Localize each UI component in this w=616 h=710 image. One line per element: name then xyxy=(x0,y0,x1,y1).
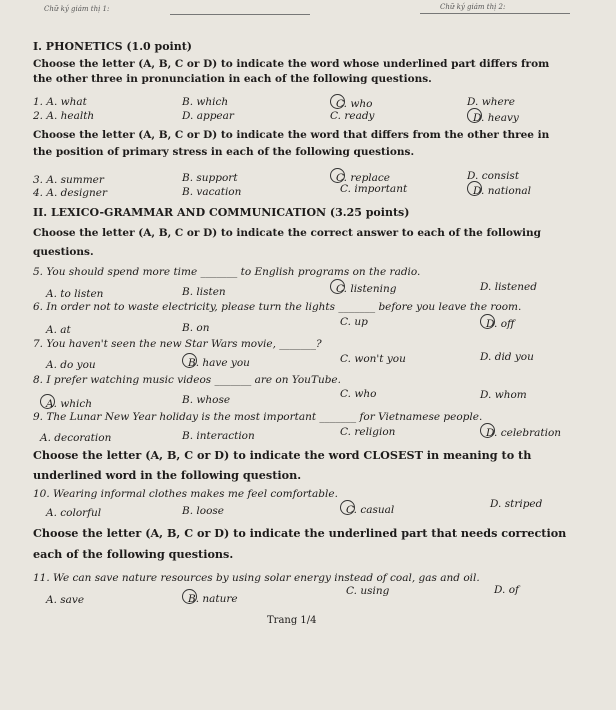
option-a: A. do you xyxy=(46,359,96,371)
option-c: C. ready xyxy=(330,110,375,122)
option-b: B. support xyxy=(182,172,238,184)
option-d: D. heavy xyxy=(467,108,519,124)
option-a: A. save xyxy=(46,594,85,606)
option-d: D. did you xyxy=(480,351,534,363)
instruction-text: underlined word in the following question. xyxy=(33,468,302,482)
option-a: A. colorful xyxy=(46,507,102,519)
option-d: D. of xyxy=(494,584,519,596)
signature-line-2 xyxy=(420,13,570,14)
option-c: C. using xyxy=(346,585,390,597)
option-c: C. casual xyxy=(340,500,394,516)
question-stem: 6. In order not to waste electricity, please turn the lights _______ before you leave the room. xyxy=(33,301,522,313)
option-b: B. interaction xyxy=(182,430,255,442)
signature-label-2: Chữ ký giám thị 2: xyxy=(440,3,506,11)
instruction-text: Choose the letter (A, B, C or D) to indicate the underlined part that needs correction xyxy=(33,526,567,540)
option-d: D. where xyxy=(467,96,515,108)
option-b: B. nature xyxy=(182,589,238,605)
instruction-text: Choose the letter (A, B, C or D) to indicate the word that differs from the other three in xyxy=(33,129,550,141)
option-c: C. who xyxy=(330,94,372,110)
option-b: B. loose xyxy=(182,505,224,517)
signature-line-1 xyxy=(170,14,310,15)
page-number: Trang 1/4 xyxy=(267,615,317,626)
section-2-title: II. LEXICO-GRAMMAR AND COMMUNICATION (3.25 points) xyxy=(33,206,410,219)
signature-label-1: Chữ ký giám thị 1: xyxy=(44,5,110,13)
option-d: D. striped xyxy=(490,498,543,510)
option-c: C. replace xyxy=(330,168,390,184)
option-a: 1. A. what xyxy=(33,96,87,108)
option-a: A. decoration xyxy=(40,432,112,444)
option-a: A. to listen xyxy=(46,288,104,300)
instruction-text: Choose the letter (A, B, C or D) to indicate the word whose underlined part differs from xyxy=(33,58,550,70)
instruction-text: questions. xyxy=(33,246,94,258)
section-1-title: I. PHONETICS (1.0 point) xyxy=(33,40,193,53)
option-d: D. celebration xyxy=(480,423,561,439)
option-d: D. whom xyxy=(480,389,527,401)
option-b: B. on xyxy=(182,322,210,334)
option-a: 2. A. health xyxy=(33,110,95,122)
option-b: B. listen xyxy=(182,286,226,298)
instruction-text: each of the following questions. xyxy=(33,547,234,561)
question-stem: 5. You should spend more time _______ to English programs on the radio. xyxy=(33,266,421,278)
option-c: C. up xyxy=(340,316,368,328)
option-c: C. won't you xyxy=(340,353,406,365)
question-stem: 7. You haven't seen the new Star Wars movie, _______? xyxy=(33,338,322,350)
instruction-text: the other three in pronunciation in each of the following questions. xyxy=(33,73,432,85)
question-stem: 8. I prefer watching music videos _______ are on YouTube. xyxy=(33,374,341,386)
option-a: 4. A. designer xyxy=(33,187,108,199)
option-d: D. national xyxy=(467,181,531,197)
option-c: C. religion xyxy=(340,426,396,438)
option-c: C. listening xyxy=(330,279,396,295)
option-b: B. have you xyxy=(182,353,250,369)
instruction-text: Choose the letter (A, B, C or D) to indicate the word CLOSEST in meaning to th xyxy=(33,448,532,462)
option-b: B. whose xyxy=(182,394,231,406)
option-d: D. off xyxy=(480,314,514,330)
question-stem: 11. We can save nature resources by using solar energy instead of coal, gas and oil. xyxy=(33,572,480,584)
option-d: D. listened xyxy=(480,281,537,293)
option-a: 3. A. summer xyxy=(33,174,104,186)
instruction-text: Choose the letter (A, B, C or D) to indicate the correct answer to each of the following xyxy=(33,227,541,239)
option-a: A. which xyxy=(40,394,92,410)
question-stem: 10. Wearing informal clothes makes me feel comfortable. xyxy=(33,488,338,500)
option-a: A. at xyxy=(46,324,71,336)
option-c: C. important xyxy=(340,183,408,195)
option-b: B. which xyxy=(182,96,229,108)
option-b: D. appear xyxy=(182,110,234,122)
option-d: D. consist xyxy=(467,170,520,182)
instruction-text: the position of primary stress in each of the following questions. xyxy=(33,146,415,158)
question-stem: 9. The Lunar New Year holiday is the most important _______ for Vietnamese people. xyxy=(33,411,483,423)
option-b: B. vacation xyxy=(182,186,242,198)
option-c: C. who xyxy=(340,388,377,400)
